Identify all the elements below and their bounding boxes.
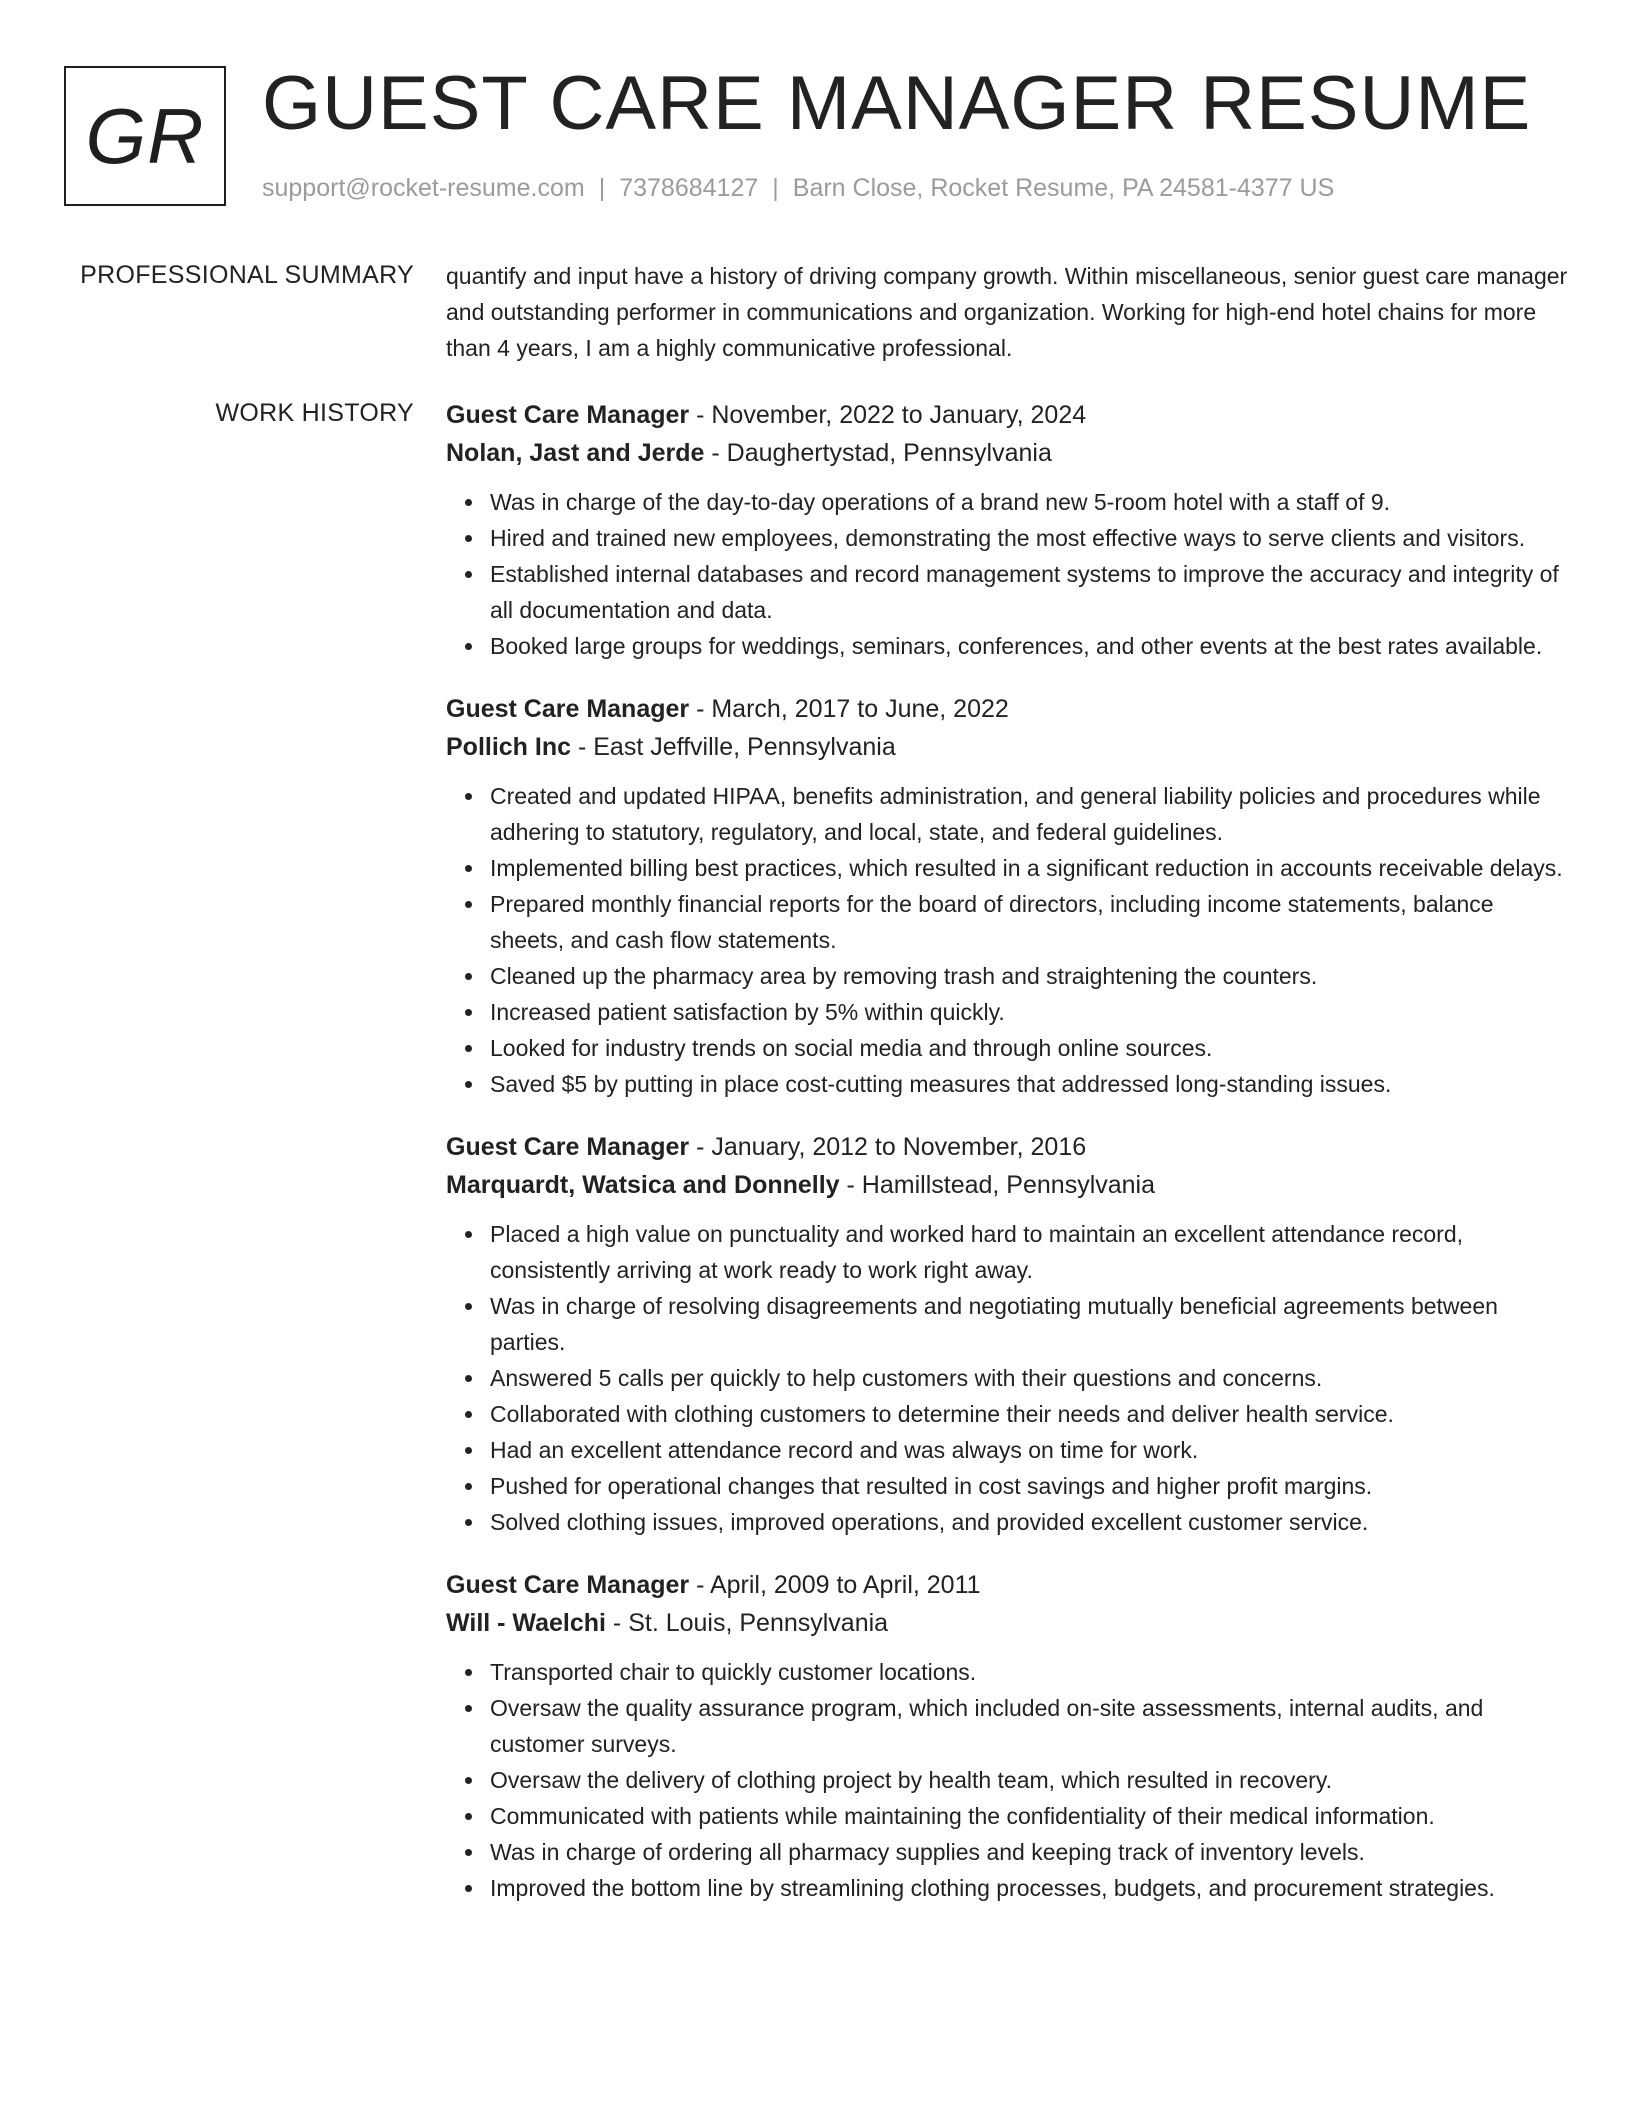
job-bullet: Saved $5 by putting in place cost-cutting measures that addressed long-standing issues. xyxy=(490,1066,1568,1102)
job-bullets xyxy=(446,484,1568,664)
job-bullet: Cleaned up the pharmacy area by removing trash and straightening the counters. xyxy=(490,958,1568,994)
contact-phone: 7378684127 xyxy=(619,174,759,202)
job-bullet: Looked for industry trends on social media and through online sources. xyxy=(490,1030,1568,1066)
job-title-line xyxy=(446,1566,1568,1604)
job-bullet: Was in charge of ordering all pharmacy supplies and keeping track of inventory levels. xyxy=(490,1834,1568,1870)
contact-separator: | xyxy=(598,174,606,202)
job-bullet: Solved clothing issues, improved operations, and provided excellent customer service. xyxy=(490,1504,1568,1540)
job-bullet: Oversaw the delivery of clothing project by health team, which resulted in recovery. xyxy=(490,1762,1568,1798)
summary-body xyxy=(446,258,1568,366)
contact-line xyxy=(262,174,1334,203)
job-bullet: Prepared monthly financial reports for the board of directors, including income statements, balance sheets, and cash flow statements. xyxy=(490,886,1568,958)
job-bullet: Answered 5 calls per quickly to help customers with their questions and concerns. xyxy=(490,1360,1568,1396)
job-bullet: Implemented billing best practices, which resulted in a significant reduction in accounts receivable delays. xyxy=(490,850,1568,886)
job-entry xyxy=(446,396,1568,664)
job-bullet: Increased patient satisfaction by 5% within quickly. xyxy=(490,994,1568,1030)
job-bullets xyxy=(446,1216,1568,1540)
job-dates: - January, 2012 to November, 2016 xyxy=(689,1133,1087,1161)
job-location: - East Jeffville, Pennsylvania xyxy=(571,733,896,761)
job-company: Marquardt, Watsica and Donnelly xyxy=(446,1171,840,1199)
job-company-line xyxy=(446,728,1568,766)
job-dates: - November, 2022 to January, 2024 xyxy=(689,401,1087,429)
job-bullet: Pushed for operational changes that resulted in cost savings and higher profit margins. xyxy=(490,1468,1568,1504)
job-location: - Daughertystad, Pennsylvania xyxy=(704,439,1052,467)
job-company: Pollich Inc xyxy=(446,733,572,761)
section-label-work-history: WORK HISTORY xyxy=(215,399,414,427)
contact-separator: | xyxy=(772,174,779,202)
job-bullet: Created and updated HIPAA, benefits administration, and general liability policies and procedures while adhering to statutory, regulatory, and local, state, and federal guidelines. xyxy=(490,778,1568,850)
section-label-summary: PROFESSIONAL SUMMARY xyxy=(80,261,414,289)
contact-address: Barn Close, Rocket Resume, PA 24581-4377 US xyxy=(792,174,1335,202)
job-title-line xyxy=(446,690,1568,728)
job-bullet: Transported chair to quickly customer locations. xyxy=(490,1654,1568,1690)
job-title: Guest Care Manager xyxy=(446,695,690,723)
monogram-logo: GR xyxy=(64,66,226,206)
job-dates: - April, 2009 to April, 2011 xyxy=(689,1571,981,1599)
job-bullet: Collaborated with clothing customers to determine their needs and deliver health service. xyxy=(490,1396,1568,1432)
job-location: - Hamillstead, Pennsylvania xyxy=(839,1171,1156,1199)
job-bullet: Had an excellent attendance record and was always on time for work. xyxy=(490,1432,1568,1468)
job-bullet: Communicated with patients while maintaining the confidentiality of their medical information. xyxy=(490,1798,1568,1834)
job-title: Guest Care Manager xyxy=(446,1571,690,1599)
job-bullet: Was in charge of the day-to-day operations of a brand new 5-room hotel with a staff of 9. xyxy=(490,484,1568,520)
job-company-line xyxy=(446,1166,1568,1204)
contact-email: support@rocket-resume.com xyxy=(262,174,585,202)
work-history-body xyxy=(446,396,1568,1932)
job-title: Guest Care Manager xyxy=(446,1133,690,1161)
summary-text: quantify and input have a history of driving company growth. Within miscellaneous, senior guest care manager and outstanding performer in communications and organization. Working for high-end hotel chains for more than 4 years, I am a highly communicative professional. xyxy=(446,263,1568,361)
job-dates: - March, 2017 to June, 2022 xyxy=(689,695,1009,723)
job-bullet: Hired and trained new employees, demonstrating the most effective ways to serve clients and visitors. xyxy=(490,520,1568,556)
job-company: Will - Waelchi xyxy=(446,1609,606,1637)
job-bullets xyxy=(446,1654,1568,1906)
resume-title: GUEST CARE MANAGER RESUME xyxy=(262,61,1532,146)
job-bullet: Oversaw the quality assurance program, which included on-site assessments, internal audits, and customer surveys. xyxy=(490,1690,1568,1762)
job-title-line xyxy=(446,396,1568,434)
job-entry xyxy=(446,1128,1568,1540)
job-title: Guest Care Manager xyxy=(446,401,690,429)
job-bullet: Placed a high value on punctuality and worked hard to maintain an excellent attendance record, consistently arriving at work ready to work right away. xyxy=(490,1216,1568,1288)
job-company-line xyxy=(446,434,1568,472)
job-company: Nolan, Jast and Jerde xyxy=(446,439,705,467)
job-bullets xyxy=(446,778,1568,1102)
job-company-line xyxy=(446,1604,1568,1642)
job-bullet: Was in charge of resolving disagreements and negotiating mutually beneficial agreements between parties. xyxy=(490,1288,1568,1360)
job-location: - St. Louis, Pennsylvania xyxy=(605,1609,889,1637)
resume-header xyxy=(64,61,1564,224)
job-entry xyxy=(446,690,1568,1102)
job-entry xyxy=(446,1566,1568,1906)
job-bullet: Booked large groups for weddings, seminars, conferences, and other events at the best rates available. xyxy=(490,628,1568,664)
job-title-line xyxy=(446,1128,1568,1166)
job-bullet: Established internal databases and record management systems to improve the accuracy and integrity of all documentation and data. xyxy=(490,556,1568,628)
job-bullet: Improved the bottom line by streamlining clothing processes, budgets, and procurement strategies. xyxy=(490,1870,1568,1906)
